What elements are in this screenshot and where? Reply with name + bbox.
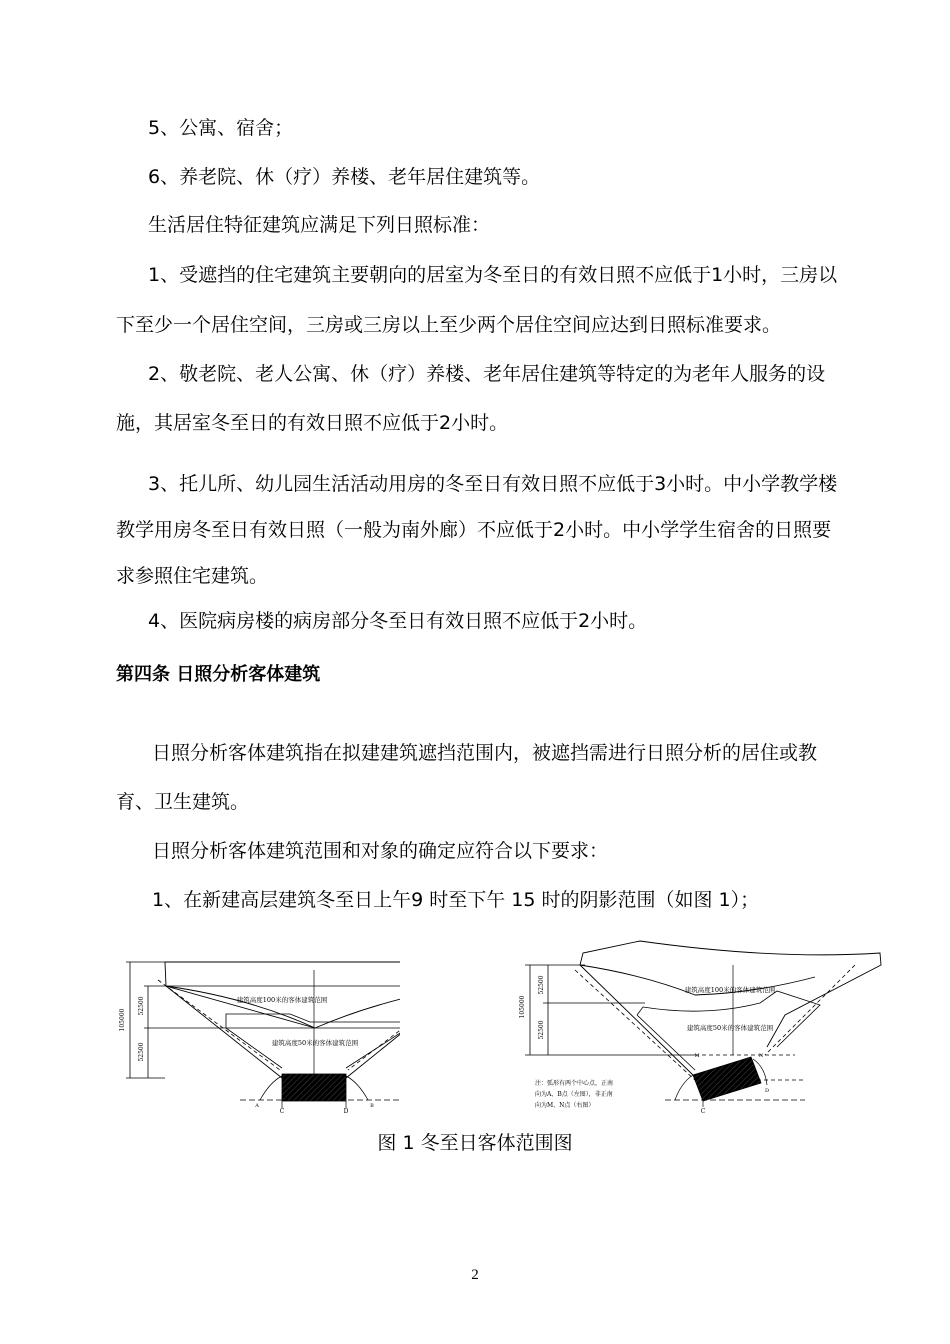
left-label-50: 建筑高度50米的客体建筑范围 xyxy=(271,1039,359,1047)
right-dim-upper: 52500 xyxy=(538,975,545,995)
left-point-a: A xyxy=(255,1103,259,1109)
para-definition-line1: 日照分析客体建筑指在拟建建筑遮挡范围内，被遮挡需进行日照分析的居住或教 xyxy=(152,742,818,764)
right-dim-total: 105000 xyxy=(519,995,526,1019)
section-heading: 第四条 日照分析客体建筑 xyxy=(116,664,321,685)
para-standard-3-line2: 教学用房冬至日有效日照（一般为南外廊）不应低于2小时。中小学学生宿舍的日照要 xyxy=(116,519,832,541)
right-dim-lower: 52500 xyxy=(538,1020,545,1040)
para-definition-line2: 育、卫生建筑。 xyxy=(116,791,250,813)
para-standards-intro: 生活居住特征建筑应满足下列日照标准： xyxy=(148,214,491,236)
left-point-d: D xyxy=(343,1108,349,1115)
right-note-1: 注：弧形有两个中心点，正南 xyxy=(535,1080,614,1087)
para-standard-3-line3: 求参照住宅建筑。 xyxy=(116,565,269,587)
left-dim-upper: 52500 xyxy=(138,996,145,1016)
right-point-m: M xyxy=(694,1053,700,1059)
left-label-100: 建筑高度100米的客体建筑范围 xyxy=(236,996,328,1004)
para-standard-1-line1: 1、受遮挡的住宅建筑主要朝向的居室为冬至日的有效日照不应低于1小时，三房以 xyxy=(148,264,838,286)
para-standard-4: 4、医院病房楼的病房部分冬至日有效日照不应低于2小时。 xyxy=(148,610,648,632)
right-label-100: 建筑高度100米的客体建筑范围 xyxy=(684,986,776,994)
para-requirement-1: 1、在新建高层建筑冬至日上午9 时至下午 15 时的阴影范围（如图 1）； xyxy=(152,889,760,911)
para-item-5: 5、公寓、宿舍； xyxy=(148,117,294,139)
para-standard-2-line1: 2、敬老院、老人公寓、休（疗）养楼、老年居住建筑等特定的为老年人服务的设 xyxy=(148,363,826,385)
right-point-n: N xyxy=(758,1053,764,1059)
figure-left-diagram xyxy=(110,950,400,1120)
para-requirements-intro: 日照分析客体建筑范围和对象的确定应符合以下要求： xyxy=(152,840,609,862)
para-standard-3-line1: 3、托儿所、幼儿园生活活动用房的冬至日有效日照不应低于3小时。中小学教学楼 xyxy=(148,473,838,495)
right-note-3: 向为M、N点（右图） xyxy=(535,1102,595,1109)
right-point-c: C xyxy=(700,1108,706,1115)
right-point-d: D xyxy=(764,1088,770,1094)
left-dim-total: 105000 xyxy=(119,1008,126,1032)
figure-right-diagram xyxy=(515,935,890,1120)
para-standard-1-line2: 下至少一个居住空间，三房或三房以上至少两个居住空间应达到日照标准要求。 xyxy=(116,314,782,336)
page-number: 2 xyxy=(471,1267,479,1283)
right-note-2: 向为A、B点（左图），非正南 xyxy=(535,1091,613,1098)
figure-caption: 图 1 冬至日客体范围图 xyxy=(377,1132,573,1154)
para-standard-2-line2: 施，其居室冬至日的有效日照不应低于2小时。 xyxy=(116,412,509,434)
left-point-c: C xyxy=(279,1108,285,1115)
para-item-6: 6、养老院、休（疗）养楼、老年居住建筑等。 xyxy=(148,166,541,188)
left-point-b: B xyxy=(370,1103,374,1109)
left-dim-lower: 52500 xyxy=(138,1042,145,1062)
right-label-50: 建筑高度50米的客体建筑范围 xyxy=(686,1024,774,1032)
